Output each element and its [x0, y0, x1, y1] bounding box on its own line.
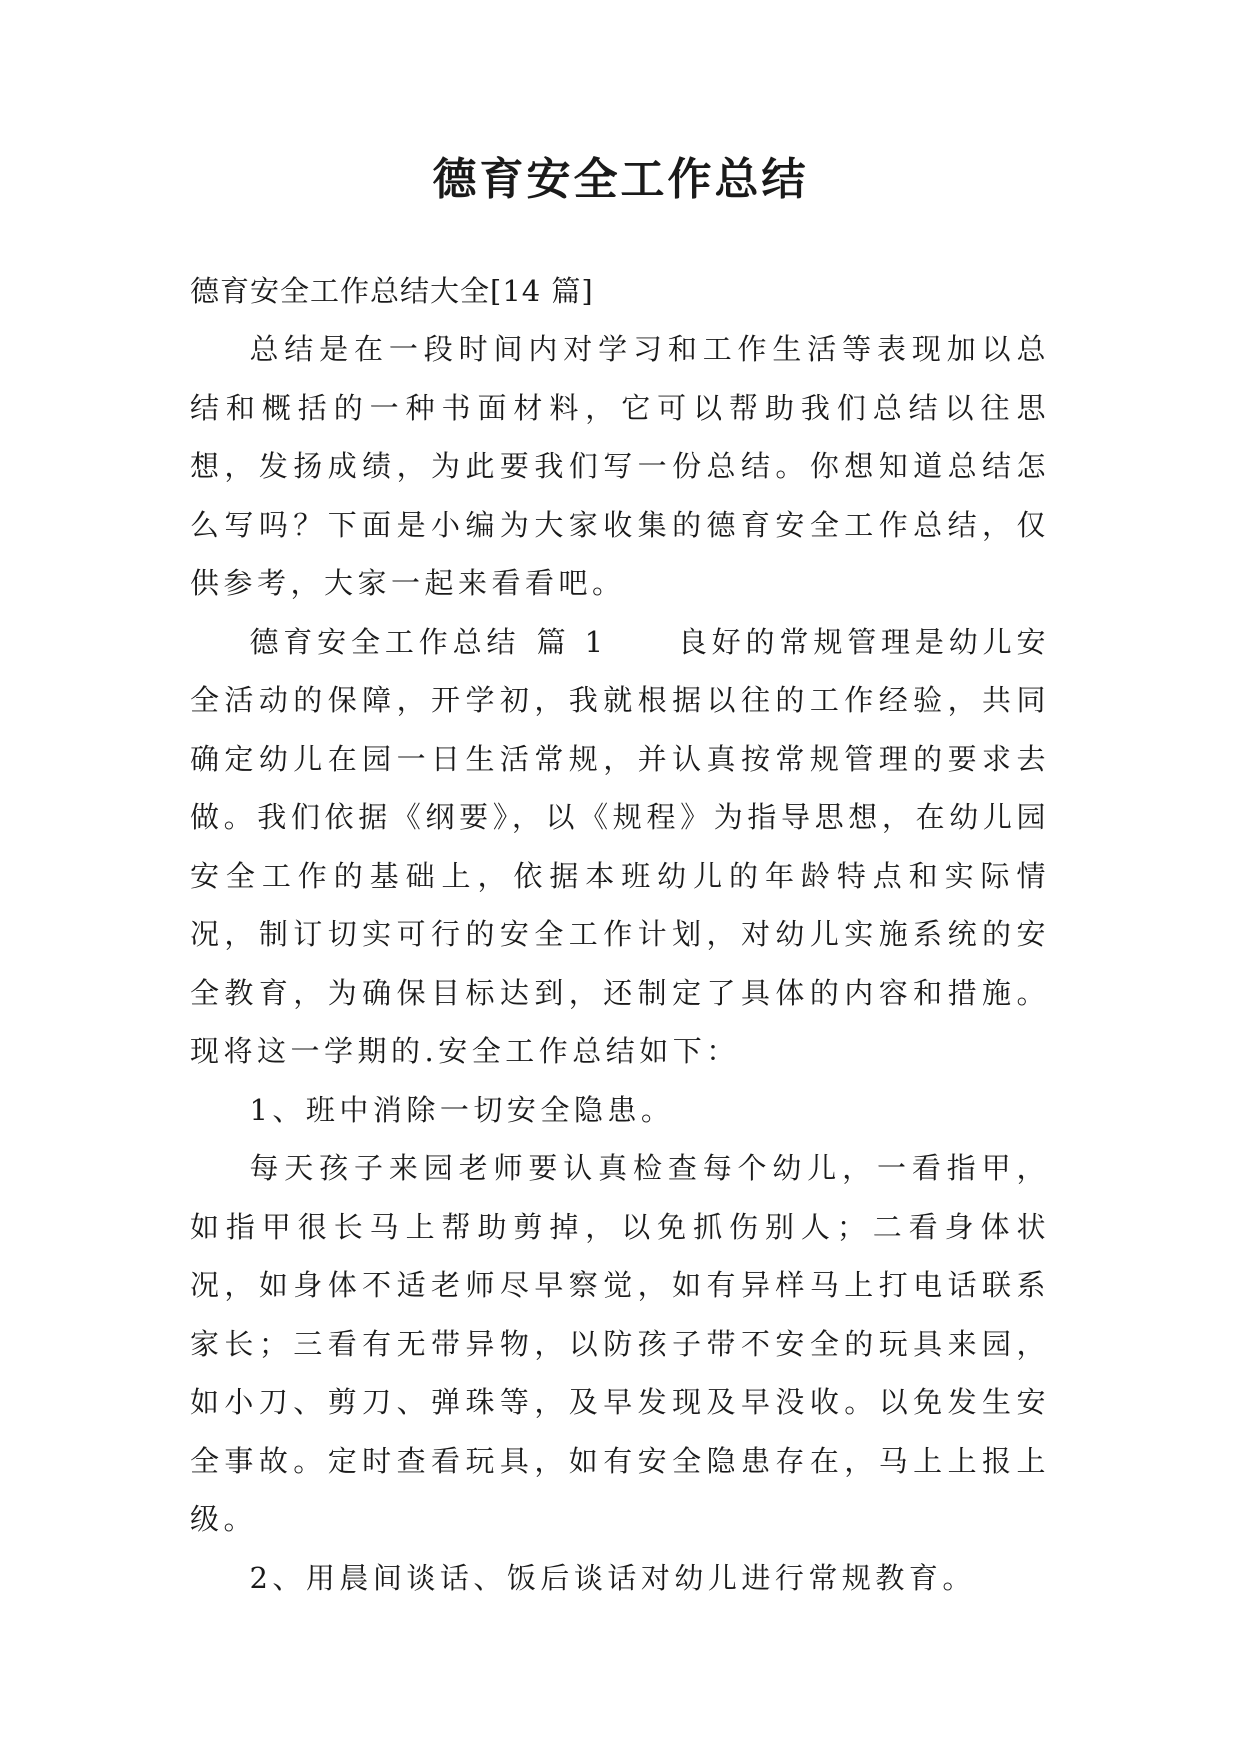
- point-2-heading: 2、用晨间谈话、饭后谈话对幼儿进行常规教育。: [249, 1560, 976, 1595]
- article-1-body: 良好的常规管理是幼儿安全活动的保障，开学初，我就根据以往的工作经验，共同确定幼儿在园一日生活常规，并认真按常规管理的要求去做。我们依据《纲要》，以《规程》为指导思想，在幼儿园安全工作的基础上，依据本班幼儿的年龄特点和实际情况，制订切实可行的安全工作计划，对幼儿实施系统的安全教育，为确保目标达到，还制定了具体的内容和措施。现将这一学期的.安全工作总结如下：: [190, 624, 1050, 1068]
- document-body: [190, 262, 1050, 1607]
- intro-paragraph: 总结是在一段时间内对学习和工作生活等表现加以总结和概括的一种书面材料，它可以帮助我们总结以往思想，发扬成绩，为此要我们写一份总结。你想知道总结怎么写吗？下面是小编为大家收集的德育安全工作总结，仅供参考，大家一起来看看吧。: [190, 332, 1050, 600]
- point-1-body: 每天孩子来园老师要认真检查每个幼儿，一看指甲，如指甲很长马上帮助剪掉，以免抓伤别人；二看身体状况，如身体不适老师尽早察觉，如有异样马上打电话联系家长；三看有无带异物，以防孩子带不安全的玩具来园，如小刀、剪刀、弹珠等，及早发现及早没收。以免发生安全事故。定时查看玩具，如有安全隐患存在，马上上报上级。: [190, 1151, 1050, 1536]
- document-subtitle: 德育安全工作总结大全[14 篇]: [190, 274, 594, 308]
- article-1-paragraph: [190, 613, 1050, 1081]
- point-1-heading: 1、班中消除一切安全隐患。: [249, 1092, 675, 1127]
- document-title: 德育安全工作总结: [432, 154, 809, 205]
- article-1-heading-number: 篇 1: [536, 624, 608, 659]
- article-1-heading-title: 德育安全工作总结: [249, 624, 521, 659]
